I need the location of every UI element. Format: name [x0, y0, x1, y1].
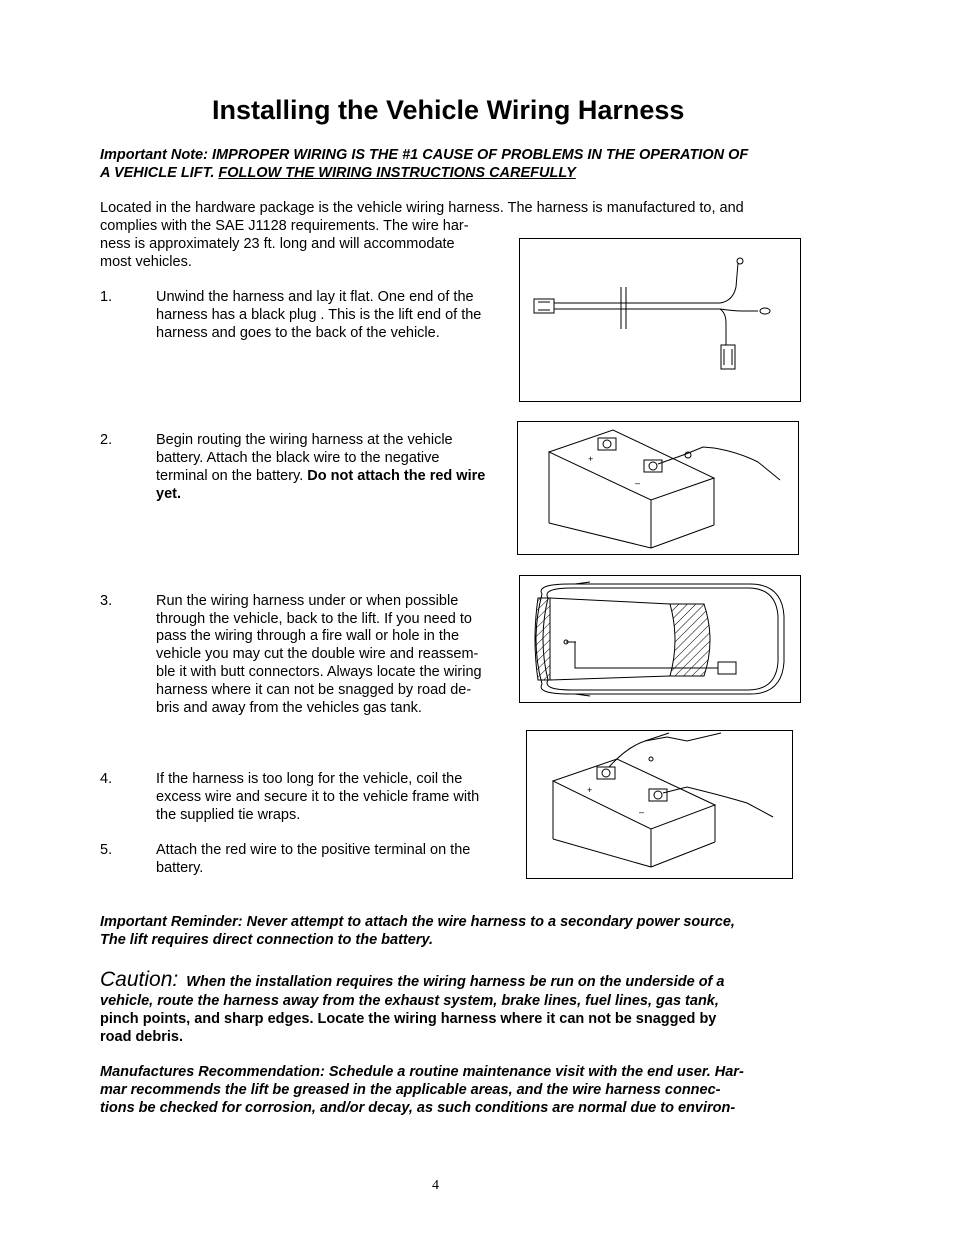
battery-plus-label: + [588, 454, 594, 464]
step-1-line: harness has a black plug . This is the lift end of the [156, 307, 482, 323]
intro-line: most vehicles. [100, 254, 192, 270]
reminder-line: Important Reminder: Never attempt to attach the wire harness to a secondary power source, [100, 914, 735, 930]
important-note-line-1: Important Note: IMPROPER WIRING IS THE #1 CAUSE OF PROBLEMS IN THE OPERATION OF [100, 147, 749, 163]
battery-plus-label: + [587, 785, 593, 795]
step-3-line: vehicle you may cut the double wire and reassem- [156, 646, 479, 662]
step-5-line: battery. [156, 860, 204, 876]
battery-final-figure [526, 730, 793, 879]
step-number: 2. [100, 432, 113, 448]
step-4-line: excess wire and secure it to the vehicle frame with [156, 789, 480, 805]
step-3-line: through the vehicle, back to the lift. If you need to [156, 611, 472, 627]
intro-line: Located in the hardware package is the vehicle wiring harness. The harness is manufactured to, and [100, 200, 744, 216]
step-4-line: If the harness is too long for the vehicle, coil the [156, 771, 463, 787]
step-5-line: Attach the red wire to the positive terminal on the [156, 842, 471, 858]
step-1-line: harness and goes to the back of the vehicle. [156, 325, 440, 341]
step-2-plain: terminal on the battery. [156, 468, 308, 484]
page-number: 4 [432, 1178, 439, 1193]
reminder-line: The lift requires direct connection to the battery. [100, 932, 434, 948]
intro-line: complies with the SAE J1128 requirements. The wire har- [100, 218, 469, 234]
important-note-underlined: FOLLOW THE WIRING INSTRUCTIONS CAREFULLY [218, 165, 576, 181]
step-number: 3. [100, 593, 113, 609]
step-number: 1. [100, 289, 113, 305]
black-plug [534, 299, 554, 313]
recommendation-line: tions be checked for corrosion, and/or decay, as such conditions are normal due to environ- [100, 1100, 736, 1116]
battery-figure [517, 421, 799, 555]
step-3-line: bris and away from the vehicles gas tank. [156, 700, 422, 716]
step-2-warning: Do not attach the red wire [307, 468, 486, 484]
caution-line: pinch points, and sharp edges. Locate the wiring harness where it can not be snagged by [100, 1011, 717, 1027]
battery-minus-label: – [639, 807, 645, 817]
step-number: 5. [100, 842, 113, 858]
caution-text: When the installation requires the wiring harness be run on the underside of a [186, 974, 725, 990]
caution-line: road debris. [100, 1029, 183, 1045]
important-note-prefix: A VEHICLE LIFT. [100, 165, 219, 181]
step-3-line: ble it with butt connectors. Always locate the wiring [156, 664, 482, 680]
recommendation-line: Manufactures Recommendation: Schedule a routine maintenance visit with the end user. Har- [100, 1064, 744, 1080]
step-3-line: Run the wiring harness under or when possible [156, 593, 459, 609]
battery-minus-label: – [635, 478, 641, 488]
caution-word: Caution: [100, 968, 179, 991]
step-number: 4. [100, 771, 113, 787]
step-2-line [156, 467, 485, 485]
page-title: Installing the Vehicle Wiring Harness [212, 95, 685, 125]
harness-figure [519, 238, 801, 402]
caution-line: vehicle, route the harness away from the exhaust system, brake lines, fuel lines, gas tank, [100, 993, 719, 1009]
important-note-line-2 [100, 164, 576, 182]
step-1-line: Unwind the harness and lay it flat. One end of the [156, 289, 474, 305]
recommendation-line: mar recommends the lift be greased in the applicable areas, and the wire harness connec- [100, 1082, 721, 1098]
step-2-warning-end: yet. [156, 486, 181, 502]
step-2-line: Begin routing the wiring harness at the vehicle [156, 432, 453, 448]
step-3-line: harness where it can not be snagged by road de- [156, 682, 472, 698]
vehicle-figure [519, 575, 801, 703]
step-3-line: pass the wiring through a fire wall or hole in the [156, 628, 460, 644]
step-2-line: battery. Attach the black wire to the negative [156, 450, 440, 466]
intro-line: ness is approximately 23 ft. long and will accommodate [100, 236, 455, 252]
caution-line-1 [100, 968, 724, 994]
step-4-line: the supplied tie wraps. [156, 807, 301, 823]
